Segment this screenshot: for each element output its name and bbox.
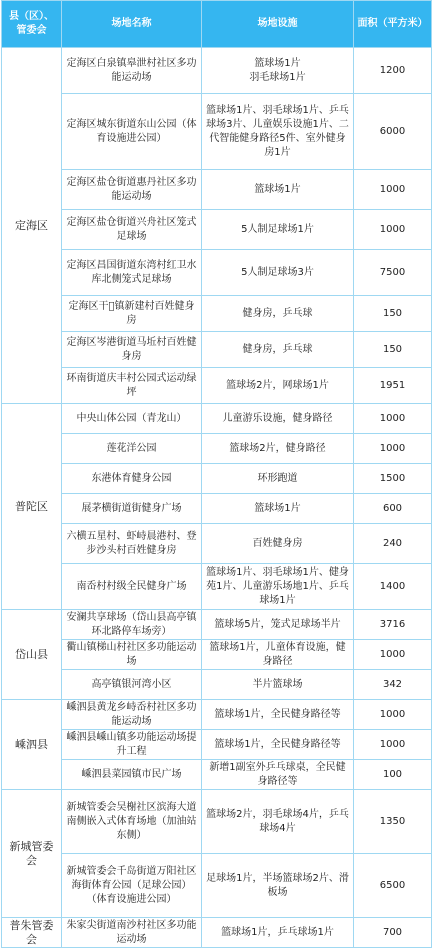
table-row: [2, 434, 432, 464]
facility-cell: 百姓健身房: [202, 524, 354, 564]
table-row: [2, 564, 432, 610]
area-cell: 1400: [354, 564, 432, 610]
table-row: [2, 464, 432, 494]
facility-cell: 篮球场1片，乒乓球场1片: [202, 918, 354, 948]
facility-cell: 新增1副室外乒乓球桌，全民健身路径等: [202, 760, 354, 790]
facility-cell: 5人制足球场3片: [202, 250, 354, 296]
venue-name-cell: 莲花洋公园: [62, 434, 202, 464]
facility-cell: 儿童游乐设施，健身路径: [202, 404, 354, 434]
venue-name-cell: 衢山镇梯山村社区多功能运动场: [62, 640, 202, 670]
area-cell: 1951: [354, 368, 432, 404]
county-cell: 新城管委会: [2, 790, 62, 918]
area-cell: 1000: [354, 404, 432, 434]
venue-name-cell: 定海区干𬒎镇新建村百姓健身房: [62, 296, 202, 332]
venue-name-cell: 定海区白泉镇皋泄村社区多功能运动场: [62, 48, 202, 94]
area-cell: 1000: [354, 170, 432, 210]
venue-name-cell: 中央山体公园（青龙山）: [62, 404, 202, 434]
area-cell: 150: [354, 332, 432, 368]
facility-cell: 篮球场5片，笼式足球场半片: [202, 610, 354, 640]
table-row: [2, 210, 432, 250]
header-area: 面积（平方米）: [354, 1, 432, 48]
facility-cell: 健身房，乒乓球: [202, 332, 354, 368]
venue-name-cell: 嵊泗县黄龙乡峙岙村社区多功能运动场: [62, 700, 202, 730]
venue-name-cell: 展茅横街道街健身广场: [62, 494, 202, 524]
area-cell: 1000: [354, 640, 432, 670]
venue-name-cell: 定海区城东街道东山公园（体育设施进公园）: [62, 94, 202, 170]
area-cell: 1000: [354, 730, 432, 760]
facility-cell: 篮球场1片: [202, 170, 354, 210]
area-cell: 240: [354, 524, 432, 564]
facility-cell: 篮球场2片，网球场1片: [202, 368, 354, 404]
area-cell: 100: [354, 760, 432, 790]
header-facilities: 场地设施: [202, 1, 354, 48]
facility-cell: 健身房，乒乓球: [202, 296, 354, 332]
facility-cell: 篮球场1片 羽毛球场1片: [202, 48, 354, 94]
area-cell: 1000: [354, 210, 432, 250]
facility-cell: 5人制足球场1片: [202, 210, 354, 250]
facility-cell: 环形跑道: [202, 464, 354, 494]
table-row: [2, 640, 432, 670]
facility-cell: 篮球场2片，健身路径: [202, 434, 354, 464]
area-cell: 7500: [354, 250, 432, 296]
table-row: [2, 760, 432, 790]
venue-name-cell: 定海区岑港街道马坵村百姓健身房: [62, 332, 202, 368]
table-row: [2, 368, 432, 404]
county-cell: 嵊泗县: [2, 700, 62, 790]
venue-name-cell: 定海区盐仓街道兴舟社区笼式足球场: [62, 210, 202, 250]
facility-cell: 篮球场1片，全民健身路径等: [202, 700, 354, 730]
venue-name-cell: 新城管委会吴榭社区滨海大道南侧嵌入式体育场地（加油站东侧）: [62, 790, 202, 854]
table-row: [2, 296, 432, 332]
header-venue-name: 场地名称: [62, 1, 202, 48]
county-cell: 普陀区: [2, 404, 62, 610]
facility-cell: 足球场1片，半场篮球场2片、滑板场: [202, 854, 354, 918]
table-header-row: [2, 1, 432, 48]
area-cell: 3716: [354, 610, 432, 640]
table-row: [2, 610, 432, 640]
area-cell: 1500: [354, 464, 432, 494]
facility-cell: 篮球场1片、羽毛球场1片、乒乓球场3片、儿童娱乐设施1片、二代智能健身路径5件、室外健身房1片: [202, 94, 354, 170]
venue-name-cell: 六横五星村、虾峙晨港村、登步沙头村百姓健身房: [62, 524, 202, 564]
table-body: [2, 48, 432, 948]
area-cell: 342: [354, 670, 432, 700]
venue-name-cell: 定海区昌国街道东湾村红卫水库北侧笼式足球场: [62, 250, 202, 296]
area-cell: 6000: [354, 94, 432, 170]
table-row: [2, 494, 432, 524]
facility-cell: 篮球场1片: [202, 494, 354, 524]
facility-cell: 半片篮球场: [202, 670, 354, 700]
area-cell: 1000: [354, 700, 432, 730]
venue-name-cell: 东港体育健身公园: [62, 464, 202, 494]
venue-name-cell: 南岙村村级全民健身广场: [62, 564, 202, 610]
area-cell: 6500: [354, 854, 432, 918]
facility-cell: 篮球场1片、羽毛球场1片、健身苑1片、儿童游乐场地1片、乒乓球场1片: [202, 564, 354, 610]
venue-name-cell: 环南街道庆丰村公园式运动绿坪: [62, 368, 202, 404]
area-cell: 700: [354, 918, 432, 948]
table-row: [2, 700, 432, 730]
area-cell: 600: [354, 494, 432, 524]
area-cell: 1350: [354, 790, 432, 854]
venue-name-cell: 新城管委会千岛街道万阳社区海街体育公园（足球公园）（体育设施进公园）: [62, 854, 202, 918]
facility-cell: 篮球场2片，羽毛球场4片，乒乓球场4片: [202, 790, 354, 854]
venue-name-cell: 朱家尖街道南沙村社区多功能运动场: [62, 918, 202, 948]
table-row: [2, 48, 432, 94]
table-row: [2, 94, 432, 170]
table-row: [2, 170, 432, 210]
venue-name-cell: 安澜共享球场（岱山县高亭镇环北路停车场旁）: [62, 610, 202, 640]
venue-name-cell: 嵊泗县嵊山镇多功能运动场提升工程: [62, 730, 202, 760]
table-row: [2, 854, 432, 918]
table-row: [2, 918, 432, 948]
venue-table: [1, 0, 432, 948]
venue-name-cell: 高亭镇银河湾小区: [62, 670, 202, 700]
table-row: [2, 524, 432, 564]
county-cell: 岱山县: [2, 610, 62, 700]
table-row: [2, 730, 432, 760]
county-cell: 定海区: [2, 48, 62, 404]
venue-name-cell: 嵊泗县菜园镇市民广场: [62, 760, 202, 790]
table-row: [2, 404, 432, 434]
area-cell: 1200: [354, 48, 432, 94]
venue-name-cell: 定海区盐仓街道惠丹社区多功能运动场: [62, 170, 202, 210]
area-cell: 150: [354, 296, 432, 332]
table-row: [2, 250, 432, 296]
facility-cell: 篮球场1片，全民健身路径等: [202, 730, 354, 760]
table-row: [2, 790, 432, 854]
area-cell: 1000: [354, 434, 432, 464]
table-row: [2, 332, 432, 368]
table-row: [2, 670, 432, 700]
header-county: 县（区）、管委会: [2, 1, 62, 48]
county-cell: 普朱管委会: [2, 918, 62, 948]
facility-cell: 篮球场1片，儿童体育设施，健身路径: [202, 640, 354, 670]
